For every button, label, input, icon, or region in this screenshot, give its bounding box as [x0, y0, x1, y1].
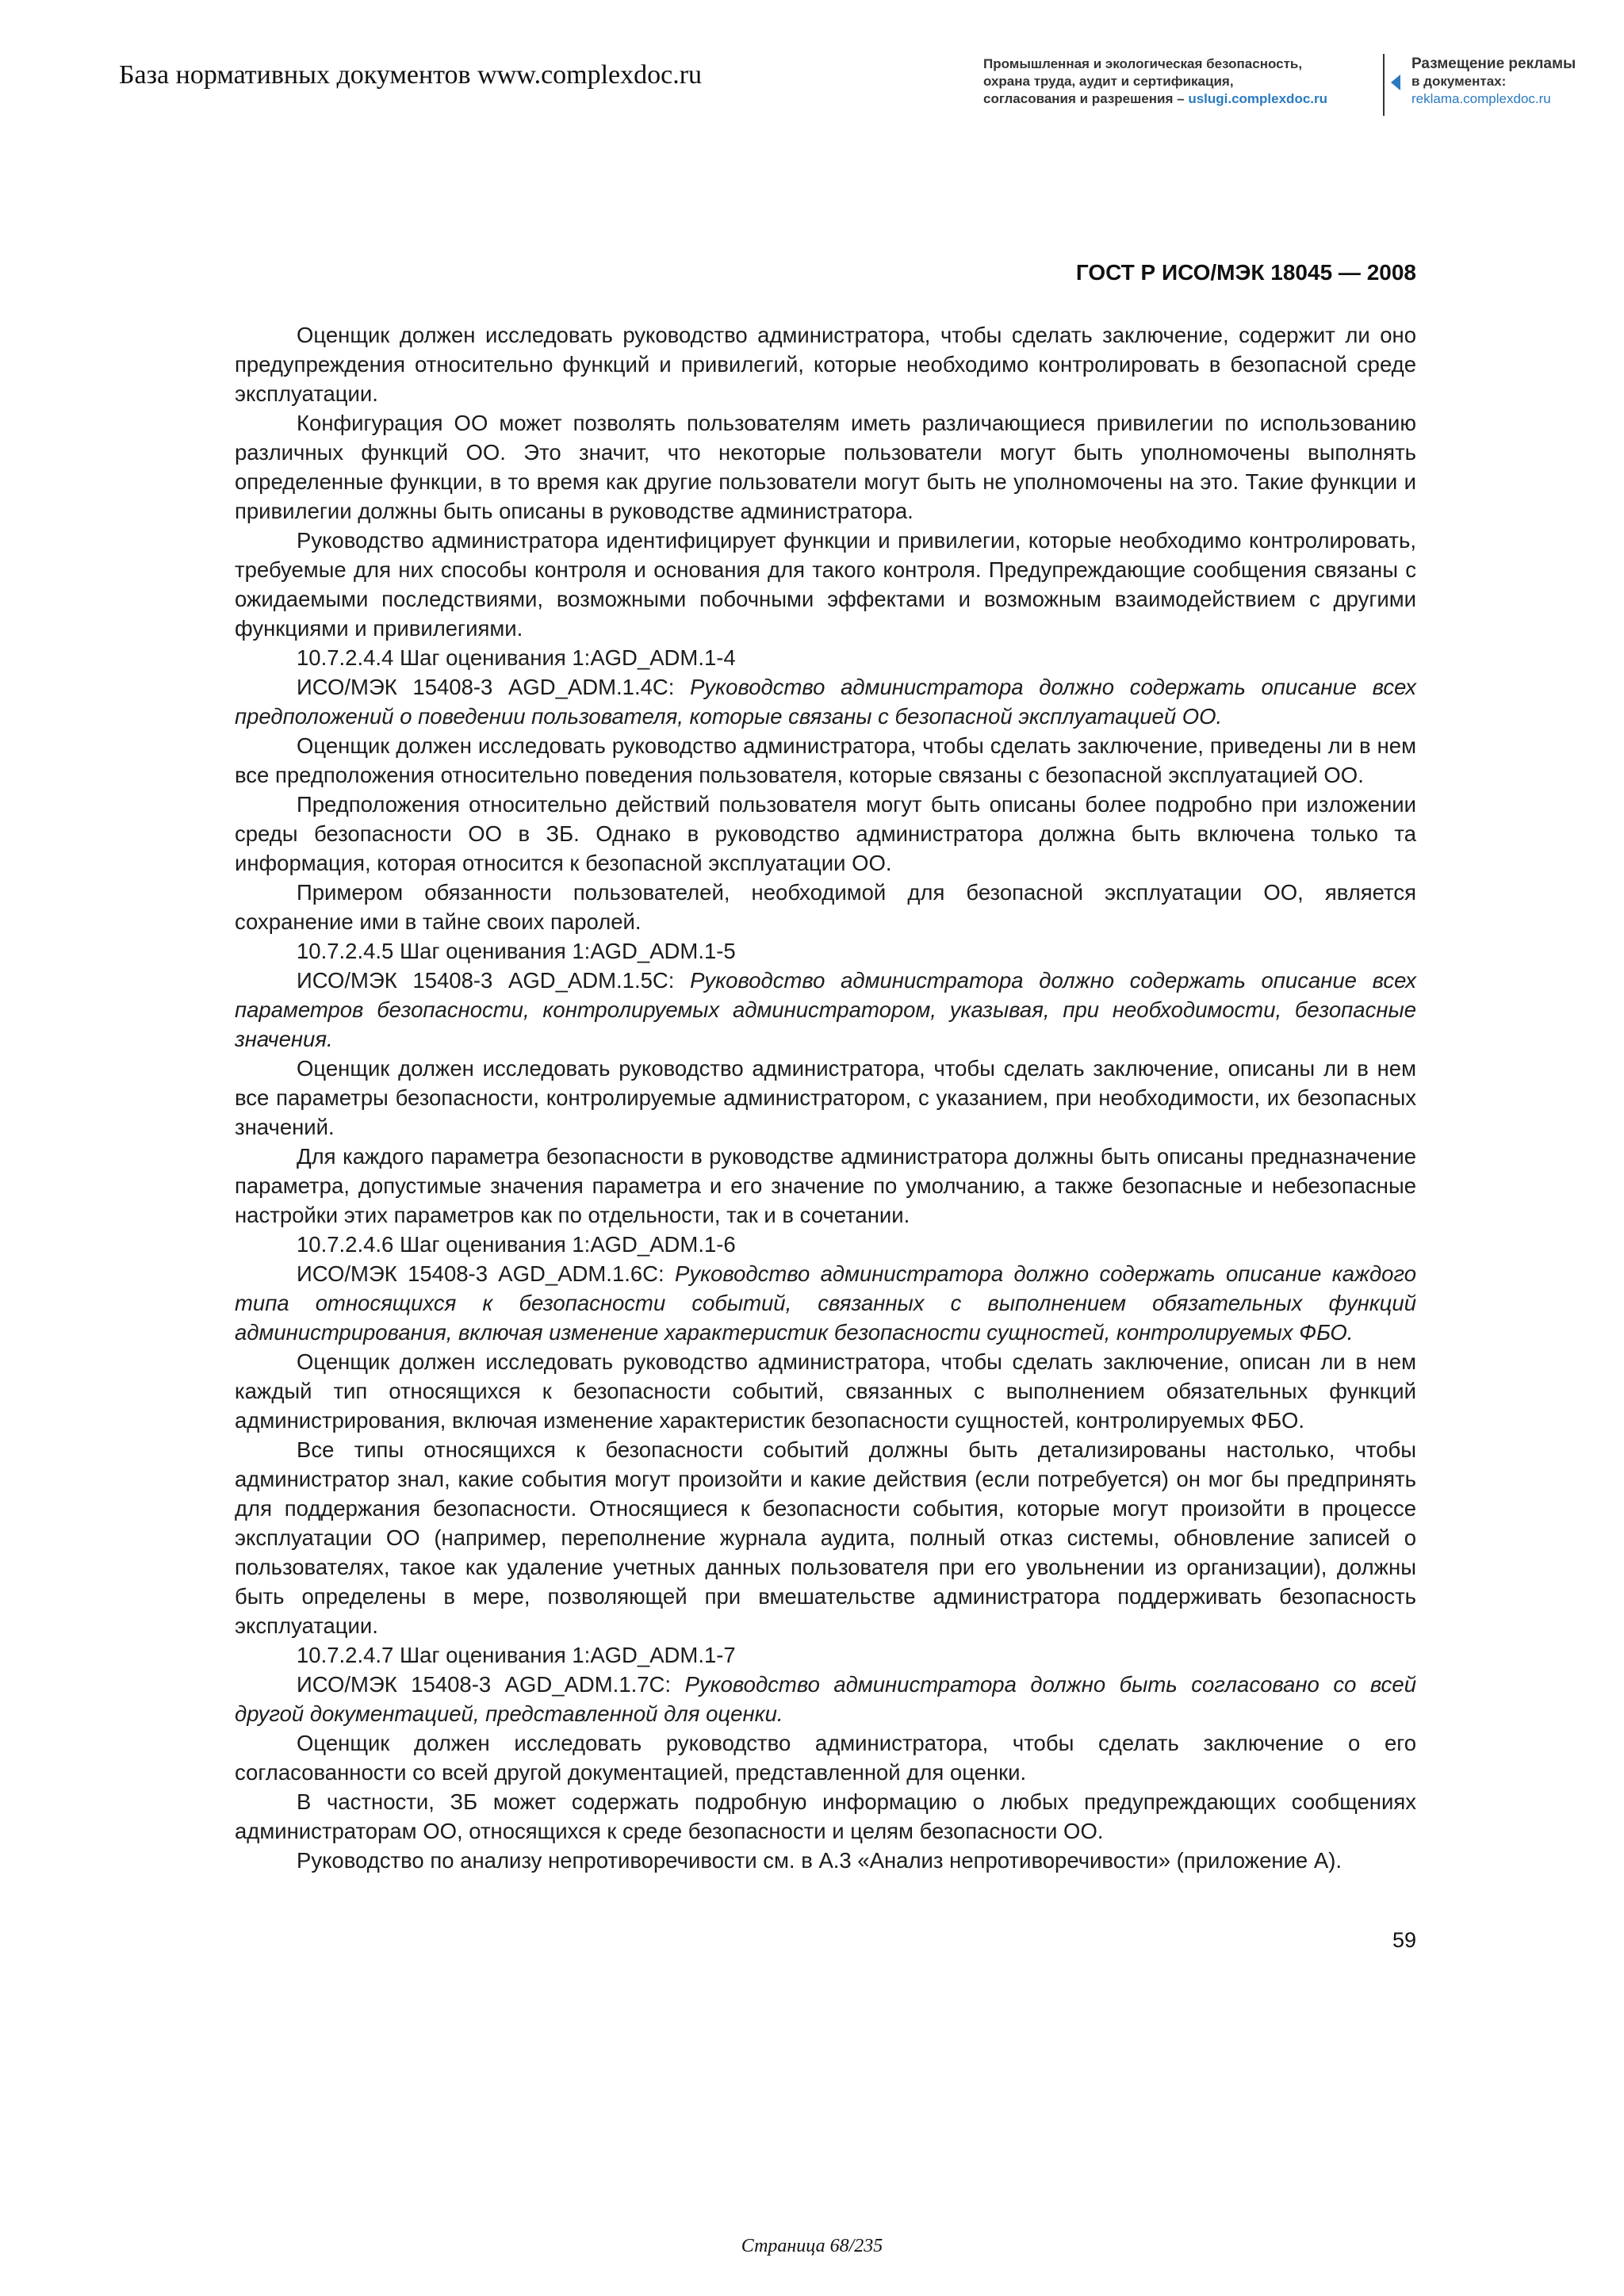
document-code: ГОСТ Р ИСО/МЭК 18045 — 2008 — [1075, 260, 1416, 285]
services-line-1: Промышленная и экологическая безопасность, — [983, 56, 1303, 71]
requirement-text: Руководство администратора должно содержать описание всех параметров безопасности, контролируемых администратором, указывая, при необходимости, безопасные значения. — [235, 968, 1416, 1051]
requirement-ref: ИСО/МЭК 15408-3 AGD_ADM.1.4C: — [297, 675, 691, 699]
ads-line-1: Размещение рекламы — [1411, 55, 1576, 72]
arrow-left-icon — [1391, 75, 1400, 90]
ads-link[interactable]: reklama.complexdoc.ru — [1411, 91, 1551, 106]
document-body — [235, 320, 1416, 1875]
ads-line-2: в документах: — [1411, 74, 1507, 89]
requirement-paragraph — [235, 966, 1416, 1054]
paragraph: Оценщик должен исследовать руководство администратора, чтобы сделать заключение, описаны ли в нем все параметры безопасности, контролируемые администратором, с указанием, при необходимости, их безопасных значений. — [235, 1056, 1416, 1139]
step-heading: 10.7.2.4.6 Шаг оценивания 1:AGD_ADM.1-6 — [297, 1232, 736, 1257]
paragraph: Оценщик должен исследовать руководство администратора, чтобы сделать заключение, содержит ли оно предупреждения относительно функций и привилегий, которые необходимо контролировать в безопасной среде эксплуатации. — [235, 323, 1416, 406]
paragraph: Предположения относительно действий пользователя могут быть описаны более подробно при изложении среды безопасности ОО в ЗБ. Однако в руководство администратора должна быть включена только та информация, которая относится к безопасной эксплуатации ОО. — [235, 792, 1416, 875]
requirement-paragraph — [235, 672, 1416, 731]
step-heading: 10.7.2.4.4 Шаг оценивания 1:AGD_ADM.1-4 — [297, 645, 736, 670]
requirement-ref: ИСО/МЭК 15408-3 AGD_ADM.1.5C: — [297, 968, 691, 993]
requirement-ref: ИСО/МЭК 15408-3 AGD_ADM.1.7C: — [297, 1672, 685, 1697]
step-heading: 10.7.2.4.5 Шаг оценивания 1:AGD_ADM.1-5 — [297, 939, 736, 963]
page-number: 59 — [1392, 1928, 1416, 1952]
paragraph: Примером обязанности пользователей, необходимой для безопасной эксплуатации ОО, является сохранение ими в тайне своих паролей. — [235, 880, 1416, 934]
services-link[interactable]: uslugi.complexdoc.ru — [1188, 91, 1328, 106]
requirement-text: Руководство администратора должно содержать описание каждого типа относящихся к безопасности событий, связанных с выполнением обязательных функций администрирования, включая изменение характеристик безопасности сущностей, контролируемых ФБО. — [235, 1261, 1416, 1345]
paragraph: В частности, ЗБ может содержать подробную информацию о любых предупреждающих сообщениях администраторам ОО, относящихся к среде безопасности и целям безопасности ОО. — [235, 1789, 1416, 1843]
paragraph: Руководство по анализу непротиворечивости см. в А.3 «Анализ непротиворечивости» (приложение А). — [297, 1848, 1342, 1873]
paragraph: Все типы относящихся к безопасности событий должны быть детализированы настолько, чтобы администратор знал, какие события могут произойти и какие действия (если потребуется) он мог бы предпринять для поддержания безопасности. Относящиеся к безопасности события, которые могут произойти в процессе эксплуатации ОО (например, переполнение журнала аудита, полный отказ системы, обновление записей о пользователях, такое как удаление учетных данных пользователя при его увольнении из организации), должны быть определены в мере, позволяющей при вмешательстве администратора поддерживать безопасность эксплуатации. — [235, 1437, 1416, 1638]
services-line-3 — [983, 90, 1380, 108]
step-heading: 10.7.2.4.7 Шаг оценивания 1:AGD_ADM.1-7 — [297, 1643, 736, 1667]
requirement-text: Руководство администратора должно содержать описание всех предположений о поведении пользователя, которые связаны с безопасной эксплуатацией ОО. — [235, 675, 1416, 729]
requirement-ref: ИСО/МЭК 15408-3 AGD_ADM.1.6C: — [297, 1261, 675, 1286]
footer-page-counter: Страница 68/235 — [741, 2236, 883, 2256]
paragraph: Оценщик должен исследовать руководство администратора, чтобы сделать заключение, описан ли в нем каждый тип относящихся к безопасности событий, связанных с выполнением обязательных функций администрирования, включая изменение характеристик безопасности сущностей, контролируемых ФБО. — [235, 1349, 1416, 1433]
header-divider — [1383, 54, 1385, 116]
services-line-2: охрана труда, аудит и сертификация, — [983, 74, 1234, 89]
services-line-3-prefix: согласования и разрешения – — [983, 91, 1189, 106]
paragraph: Оценщик должен исследовать руководство администратора, чтобы сделать заключение о его согласованности со всей другой документацией, представленной для оценки. — [235, 1731, 1416, 1785]
paragraph: Оценщик должен исследовать руководство администратора, чтобы сделать заключение, приведены ли в нем все предположения относительно поведения пользователя, которые связаны с безопасной эксплуатацией ОО. — [235, 733, 1416, 787]
requirement-paragraph — [235, 1670, 1416, 1728]
services-block — [983, 55, 1380, 108]
requirement-paragraph — [235, 1259, 1416, 1347]
ads-block — [1411, 55, 1610, 108]
paragraph: Конфигурация ОО может позволять пользователям иметь различающиеся привилегии по использованию различных функций ОО. Это значит, что некоторые пользователи могут быть уполномочены выполнять определенные функции, в то время как другие пользователи могут быть не уполномочены на это. Такие функции и привилегии должны быть описаны в руководстве администратора. — [235, 411, 1416, 523]
paragraph: Для каждого параметра безопасности в руководстве администратора должны быть описаны предназначение параметра, допустимые значения параметра и его значение по умолчанию, а также безопасные и небезопасные настройки этих параметров как по отдельности, так и в сочетании. — [235, 1144, 1416, 1227]
requirement-text: Руководство администратора должно быть согласовано со всей другой документацией, представленной для оценки. — [235, 1672, 1416, 1726]
paragraph: Руководство администратора идентифицирует функции и привилегии, которые необходимо контролировать, требуемые для них способы контроля и основания для такого контроля. Предупреждающие сообщения связаны с ожидаемыми последствиями, возможными побочными эффектами и возможным взаимодействием с другими функциями и привилегиями. — [235, 528, 1416, 641]
site-title: База нормативных документов www.complexdoc.ru — [119, 60, 703, 90]
